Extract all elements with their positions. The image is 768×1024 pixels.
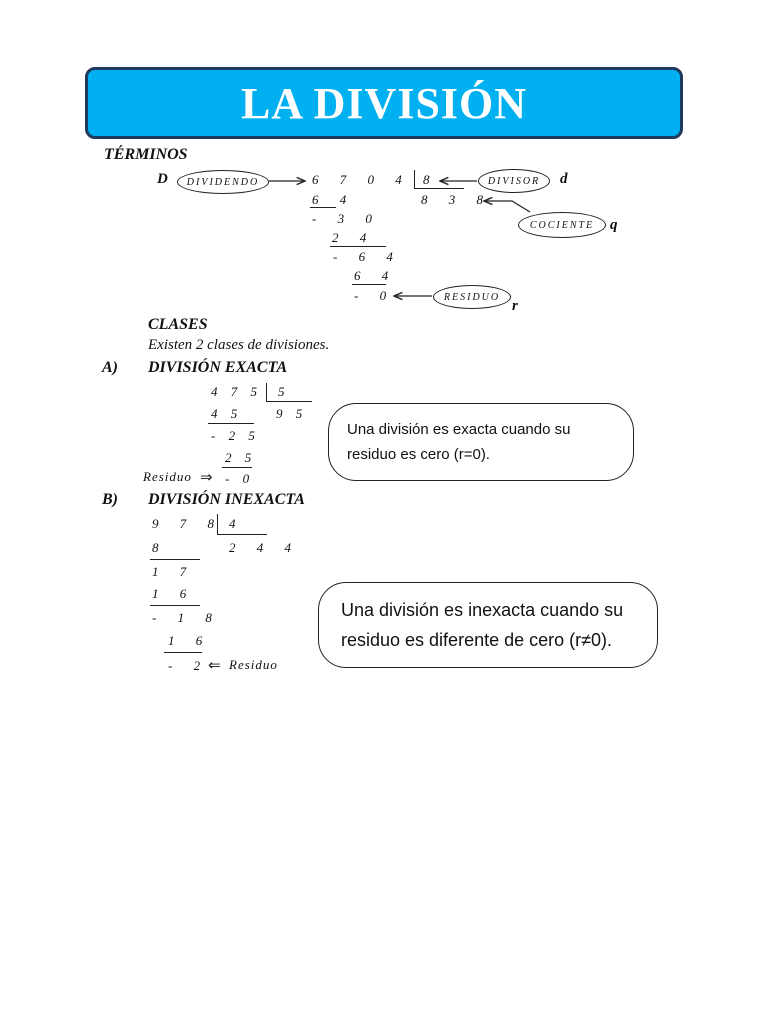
inexacta-step: 1 7 [152, 564, 196, 579]
inexacta-step-underline [164, 652, 202, 653]
inexacta-note-text: Una división es inexacta cuando su residuo es diferente de cero (r≠0). [341, 600, 624, 650]
cociente-label: COCIENTE [529, 219, 595, 231]
inexacta-step-underline [150, 605, 200, 606]
cociente-arrow [484, 201, 530, 212]
exacta-bracket-horizontal [266, 401, 312, 402]
exacta-step: 4 5 [211, 406, 243, 421]
exacta-residuo-label: Residuo [143, 469, 192, 484]
inexacta-bracket-vertical [217, 514, 218, 534]
dividend-letter: D [157, 171, 168, 187]
clases-heading: CLASES [148, 316, 208, 333]
residuo-letter: r [512, 298, 518, 314]
step-line: 2 4 [332, 230, 376, 245]
inexacta-dividend: 9 7 8 [152, 516, 223, 531]
step-line: 6 4 [312, 192, 356, 207]
exacta-marker: A) [102, 359, 118, 376]
page-title: LA DIVISIÓN [240, 78, 528, 128]
exacta-note-text: Una división es exacta cuando su residuo es cero (r=0). [347, 421, 571, 463]
main-divisor: 8 [423, 172, 439, 187]
inexacta-step: 1 6 [168, 633, 212, 648]
step-line: - 3 0 [312, 211, 381, 226]
inexacta-quotient: 2 4 4 [229, 540, 300, 555]
divisor-letter: d [560, 171, 568, 187]
inexacta-step: 1 6 [152, 586, 196, 601]
dividendo-label: DIVIDENDO [186, 176, 260, 188]
exacta-note [328, 403, 634, 481]
residuo-label: RESIDUO [443, 291, 501, 303]
exacta-quotient: 9 5 [276, 406, 308, 421]
exacta-step: - 2 5 [211, 428, 260, 443]
exacta-dividend: 4 7 5 [211, 384, 262, 399]
exacta-heading: DIVISIÓN EXACTA [148, 359, 288, 376]
exacta-bracket-vertical [266, 383, 267, 401]
inexacta-step: - 1 8 [152, 610, 221, 625]
exacta-residuo-arrow: ⇒ [200, 470, 213, 486]
exacta-step: 2 5 [225, 450, 257, 465]
exacta-step-underline [222, 467, 252, 468]
inexacta-bracket-horizontal [217, 534, 267, 535]
clases-intro: Existen 2 clases de divisiones. [148, 337, 330, 353]
inexacta-divisor: 4 [229, 516, 245, 531]
exacta-step-underline [208, 423, 254, 424]
quotient-letter: q [610, 217, 618, 233]
exacta-divisor: 5 [278, 384, 290, 399]
terminos-heading: TÉRMINOS [104, 146, 188, 163]
inexacta-marker: B) [102, 491, 118, 508]
main-dividend: 6 7 0 4 [312, 172, 411, 187]
divisor-label: DIVISOR [487, 175, 541, 187]
inexacta-step: 8 [152, 540, 168, 555]
inexacta-step-underline [150, 559, 200, 560]
inexacta-step: - 2 [168, 658, 210, 673]
step-line: 6 4 [354, 268, 398, 283]
exacta-step: - 0 [225, 471, 255, 486]
main-quotient: 8 3 8 [421, 192, 492, 207]
inexacta-note [318, 582, 658, 668]
step-line: - 0 [354, 288, 396, 303]
step-line: - 6 4 [333, 249, 402, 264]
inexacta-heading: DIVISIÓN INEXACTA [148, 491, 305, 508]
inexacta-residuo-label: Residuo [229, 657, 278, 672]
inexacta-residuo-arrow: ⇐ [208, 658, 221, 674]
